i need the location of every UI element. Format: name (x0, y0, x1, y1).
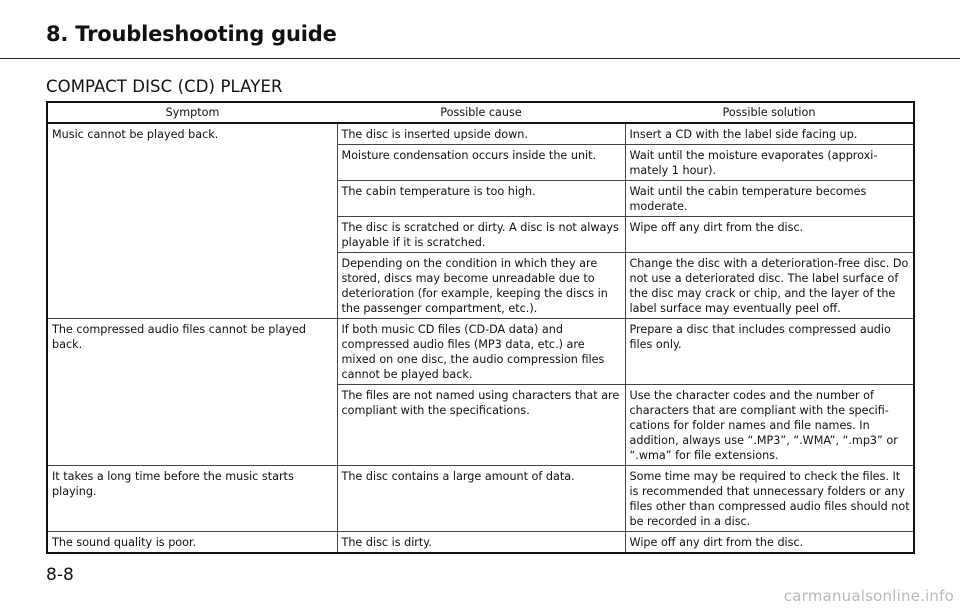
symptom-cell: The compressed audio files cannot be played back. (47, 319, 337, 466)
solution-cell: Wait until the cabin temperature becomes moderate. (625, 181, 914, 217)
troubleshooting-table (46, 101, 915, 554)
solution-cell: Use the character codes and the number of characters that are compliant with the specifi- cations for folder names and file names. In addition, always use “.MP3”, “.WMA”, “.mp3” or “.wma” for file extensions. (625, 385, 914, 466)
chapter-title: 8. Troubleshooting guide (46, 22, 337, 46)
cause-cell: If both music CD files (CD-DA data) and compressed audio files (MP3 data, etc.) are mixed on one disc, the audio compression files cannot be played back. (337, 319, 625, 385)
cause-cell: The disc is inserted upside down. (337, 123, 625, 145)
table-row (47, 319, 914, 385)
page-number: 8-8 (46, 565, 74, 585)
header-symptom: Symptom (47, 102, 337, 123)
solution-cell: Insert a CD with the label side facing up. (625, 123, 914, 145)
section-title: COMPACT DISC (CD) PLAYER (46, 77, 283, 96)
header-possible-solution: Possible solution (625, 102, 914, 123)
cause-cell: The disc is scratched or dirty. A disc is not always playable if it is scratched. (337, 217, 625, 253)
symptom-cell: Music cannot be played back. (47, 123, 337, 319)
solution-cell: Wipe off any dirt from the disc. (625, 217, 914, 253)
header-divider (0, 58, 960, 59)
solution-cell: Wipe off any dirt from the disc. (625, 532, 914, 554)
cause-cell: Depending on the condition in which they are stored, discs may become unreadable due to deterioration (for example, keeping the discs in the passenger compartment, etc.). (337, 253, 625, 319)
table-header-row (47, 102, 914, 123)
solution-cell: Prepare a disc that includes compressed audio files only. (625, 319, 914, 385)
table-row (47, 123, 914, 145)
solution-cell: Change the disc with a deterioration-free disc. Do not use a deteriorated disc. The label surface of the disc may crack or chip, and the layer of the label surface may eventually peel off. (625, 253, 914, 319)
cause-cell: The cabin temperature is too high. (337, 181, 625, 217)
solution-cell: Wait until the moisture evaporates (approxi- mately 1 hour). (625, 145, 914, 181)
symptom-cell: The sound quality is poor. (47, 532, 337, 554)
table-row (47, 466, 914, 532)
cause-cell: The files are not named using characters that are compliant with the specifications. (337, 385, 625, 466)
cause-cell: Moisture condensation occurs inside the unit. (337, 145, 625, 181)
header-possible-cause: Possible cause (337, 102, 625, 123)
cause-cell: The disc is dirty. (337, 532, 625, 554)
table-row (47, 532, 914, 554)
cause-cell: The disc contains a large amount of data. (337, 466, 625, 532)
solution-cell: Some time may be required to check the files. It is recommended that unnecessary folders or any files other than compressed audio files should not be recorded in a disc. (625, 466, 914, 532)
symptom-cell: It takes a long time before the music starts playing. (47, 466, 337, 532)
watermark: carmanualsonline.info (783, 587, 954, 605)
